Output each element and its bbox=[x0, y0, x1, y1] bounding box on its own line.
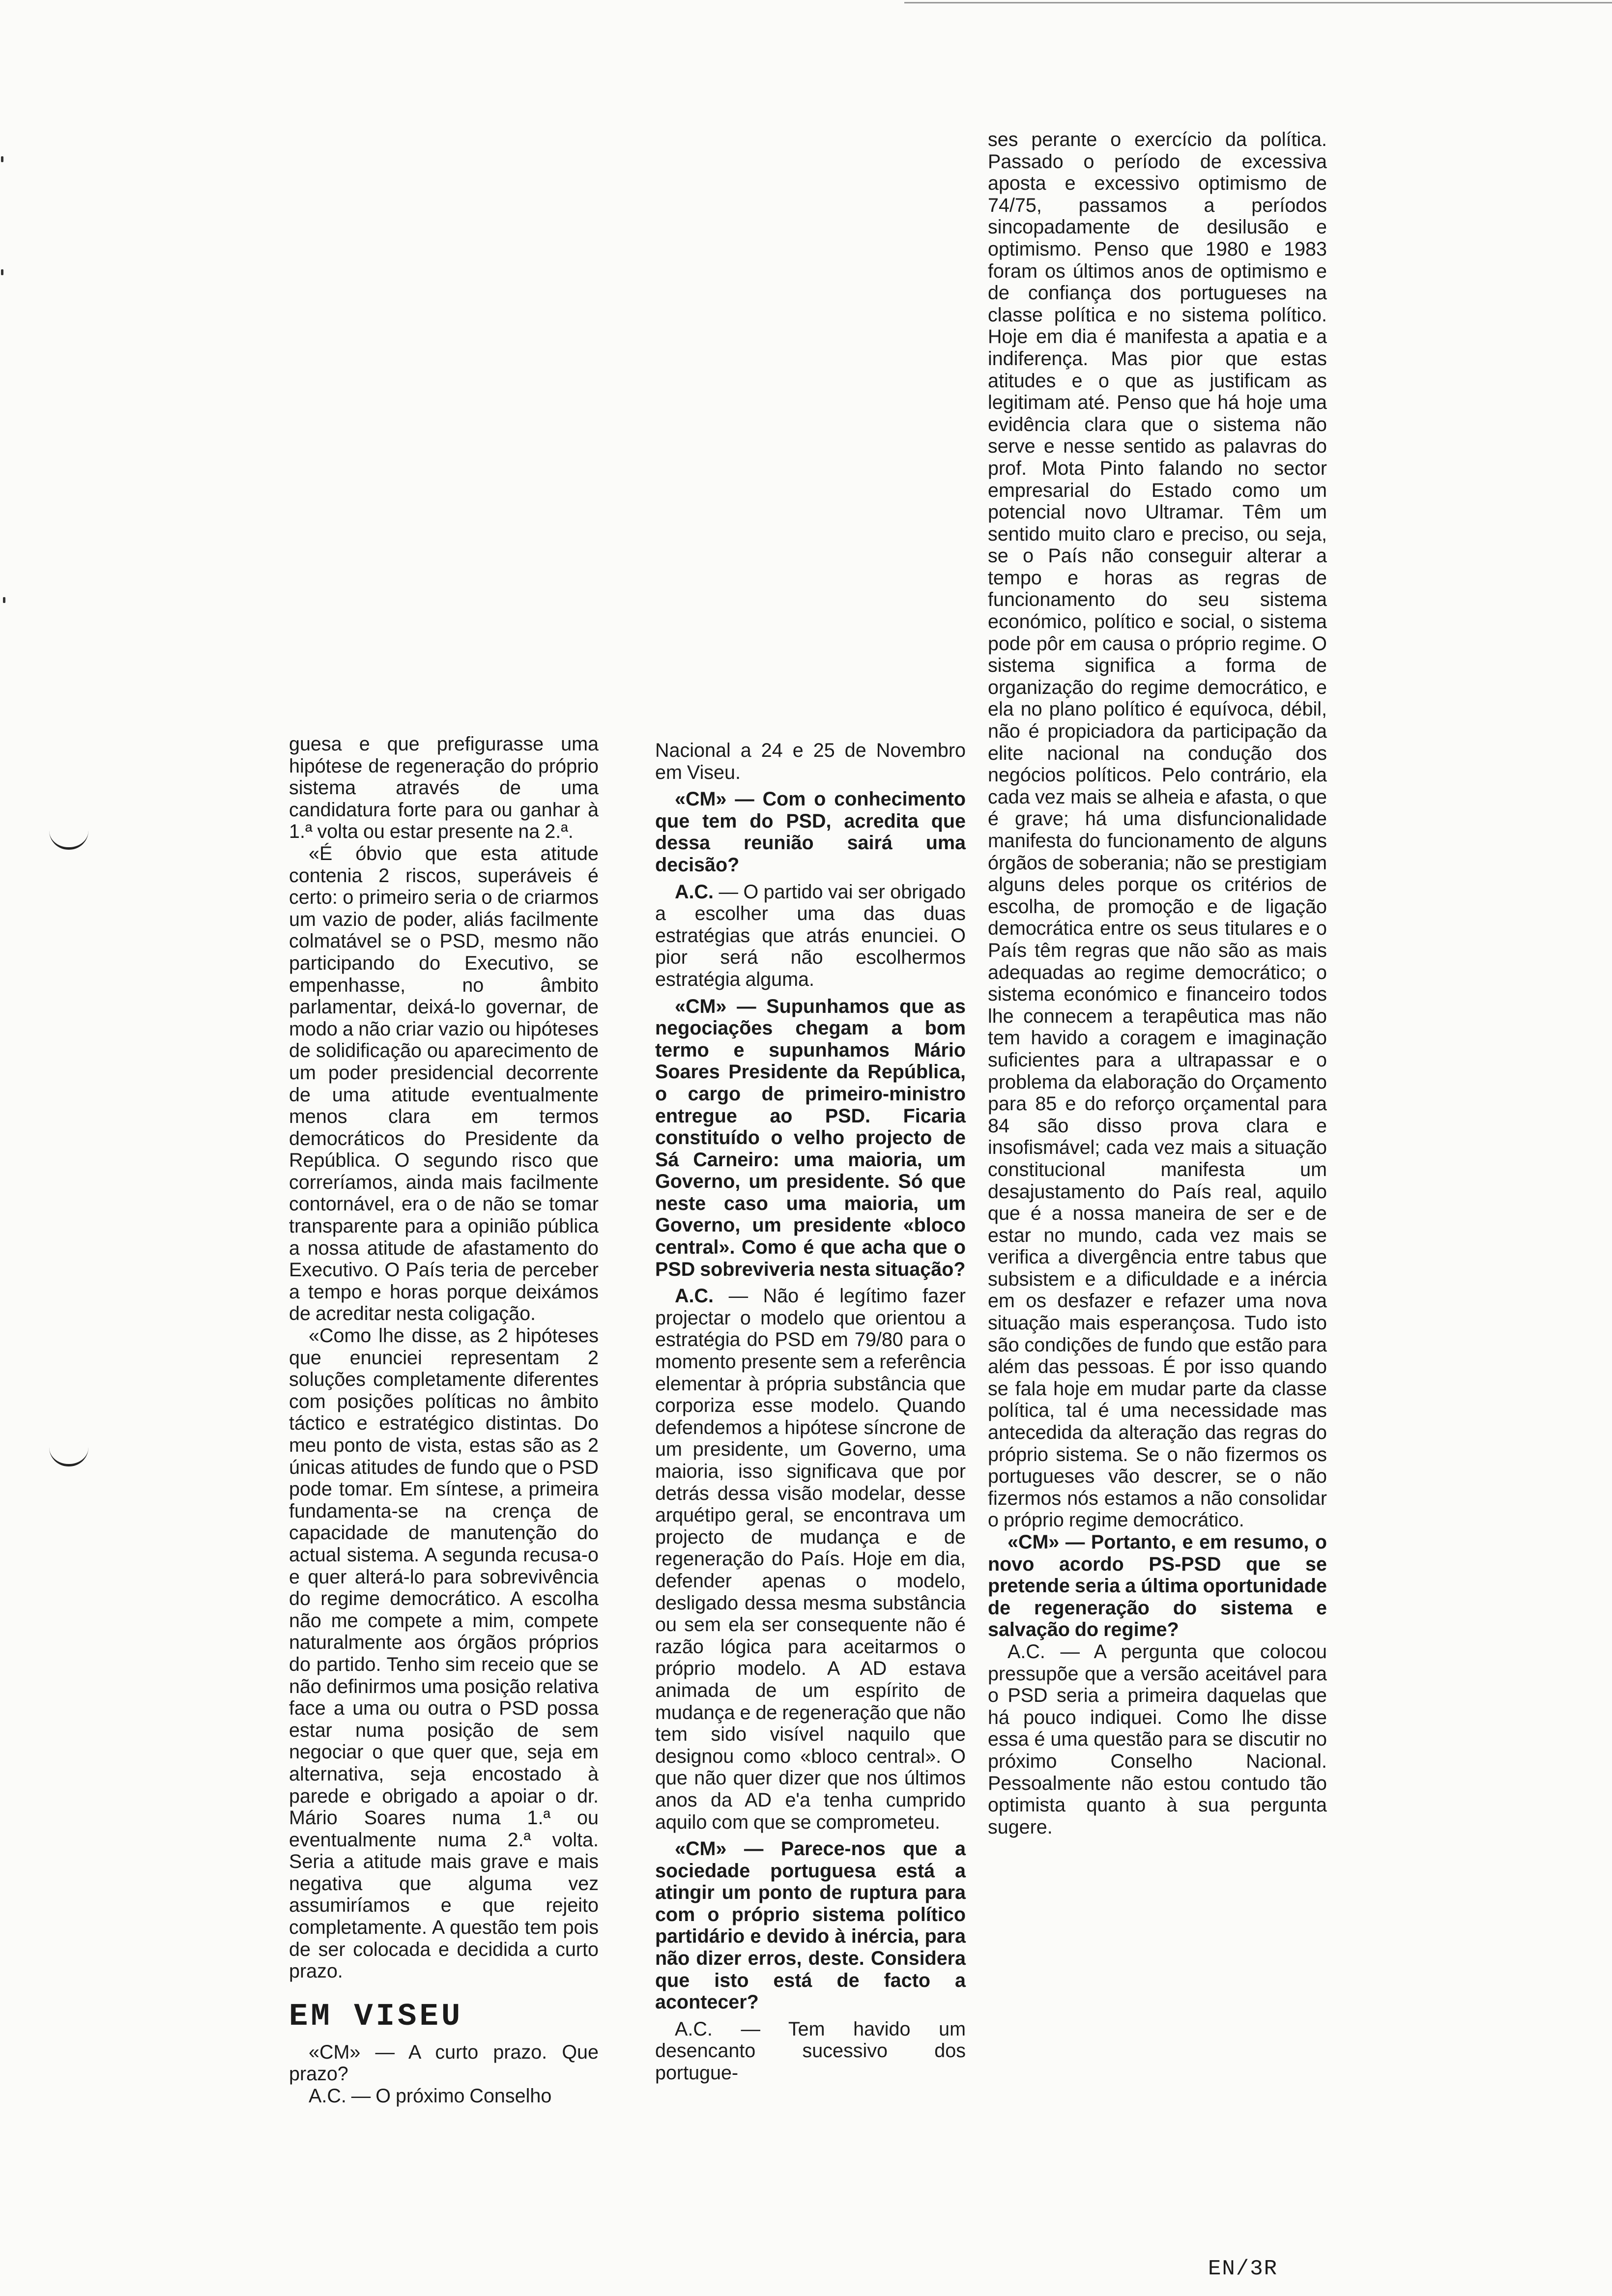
interview-answer: A.C. — O próximo Conselho bbox=[309, 2085, 552, 2107]
interview-question bbox=[655, 1838, 966, 2013]
article-column-3 bbox=[988, 129, 1327, 1838]
interview-answer bbox=[655, 1285, 966, 1833]
interview-question bbox=[988, 1531, 1327, 1641]
scan-artifact-mark bbox=[1, 156, 3, 162]
answer-text: — Não é legítimo fazer projectar o modelo que orientou a estratégia do PSD em 79/80 para o momento presente sem a referência elementar à própria substância que corporiza esse modelo. Quando defendemos a hipótese síncrone de um presidente, um Governo, uma maioria, isso significava que por detrás dessa visão modelar, desse arquétipo geral, se encontrava um projecto de mudança e de regeneração do País. Hoje em dia, defender apenas o modelo, desligado dessa mesma substância ou sem ela ser consequente não é razão lógica para aceitarmos o próprio modelo. A AD estava animada de um espírito de mudança e de regeneração que não tem sido visível naquilo que designou como «bloco central». O que não quer dizer que nos últimos anos da AD e'a tenha cumprido aquilo com que se comprometeu. bbox=[655, 1285, 966, 1833]
speaker-label: A.C. bbox=[675, 881, 714, 903]
paragraph: Nacional a 24 e 25 de Novembro em Viseu. bbox=[655, 740, 966, 783]
scan-artifact-mark bbox=[3, 597, 5, 603]
article-column-1 bbox=[289, 733, 599, 2107]
scan-artifact-mark bbox=[1, 269, 3, 275]
speaker-label: A.C. bbox=[675, 1285, 714, 1307]
section-heading: EM VISEU bbox=[289, 1999, 463, 2035]
interview-answer bbox=[655, 881, 966, 991]
paragraph: ses perante o exercício da política. Passado o período de excessiva aposta e excessivo optimismo de 74/75, passamos a períodos sincopadamente de desilusão e optimismo. Penso que 1980 e 1983 foram os últimos anos de optimismo e de confiança dos portugueses na classe política e no sistema político. Hoje em dia é manifesta a apatia e a indiferença. Mas pior que estas atitudes e o que as justificam as legitimam até. Penso que há hoje uma evidência clara que o sistema não serve e nesse sentido as palavras do prof. Mota Pinto falando no sector empresarial do Estado como um potencial novo Ultramar. Têm um sentido muito claro e preciso, ou seja, se o País não conseguir alterar a tempo e horas as regras de funcionamento do seu sistema económico, político e social, o sistema pode pôr em causa o próprio regime. O sistema significa a forma de organização do regime democrático, e ela no plano político é equívoca, débil, não é propiciadora da participação da elite nacional na condução dos negócios políticos. Pelo contrário, ela cada vez mais se alheia e afasta, o que é grave; há uma disfuncionalidade manifesta do funcionamento de alguns órgãos de soberania; não se prestigiam alguns deles porque os critérios de escolha, de promoção e de ligação democrática entre os seus titulares e o País têm regras que não são as mais adequadas ao regime democrático; o sistema económico e financeiro todos lhe connecem a terapêutica mas não tem havido a coragem e imaginação suficientes para a ultrapassar e o problema da elaboração do Orçamento para 85 e do reforço orçamental para 84 são disso prova clara e insofismável; cada vez mais a situação constitucional manifesta um desajustamento do País real, aquilo que é a nossa maneira de ser e de estar no mundo, cada vez mais se verifica a divergência entre tabus que subsistem e a dificuldade e a inércia em os desfazer e refazer uma nova situação mais esperançosa. Tudo isto são condições de fundo que estão para além das pessoas. É por isso quando se fala hoje em mudar parte da classe política, tal é uma necessidade mas antecedida da alteração das regras do próprio sistema. Se o não fizermos os portugueses vão descrer, se o não fizermos nós estamos a não consolidar o próprio regime democrático. bbox=[988, 129, 1327, 1531]
paragraph: «É óbvio que esta atitude contenia 2 riscos, superáveis é certo: o primeiro seria o de criarmos um vazio de poder, aliás facilmente colmatável se o PSD, mesmo não participando do Executivo, se empenhasse, no âmbito parlamentar, deixá-lo governar, de modo a não criar vazio ou hipóteses de solidificação ou aparecimento de um poder presidencial decorrente de uma atitude eventualmente menos clara em termos democráticos do Presidente da República. O segundo risco que correríamos, ainda mais facilmente contornável, era o de não se tomar transparente para a opinião pública a nossa atitude de afastamento do Executivo. O País teria de perceber a tempo e horas porque deixámos de acreditar nesta coligação. bbox=[289, 842, 599, 1325]
paragraph: «Como lhe disse, as 2 hipóteses que enunciei representam 2 soluções completamente diferentes com posições políticas no âmbito táctico e estratégico distintas. Do meu ponto de vista, estas são as 2 únicas atitudes de fundo que o PSD pode tomar. Em síntese, a primeira fundamenta-se na crença de capacidade de manutenção do actual sistema. A segunda recusa-o e quer alterá-lo para sobrevivência do regime democrático. A escolha não me compete a mim, compete naturalmente aos órgãos próprios do partido. Tenho sim receio que se não definirmos uma posição relativa face a uma ou outra o PSD possa estar numa posição de sem negociar o que quer que, seja em alternativa, seja encostado à parede e obrigado a apoiar o dr. Mário Soares numa 1.ª ou eventualmente numa 2.ª volta. Seria a atitude mais grave e mais negativa que alguma vez assumiríamos e que rejeito completamente. A questão tem pois de ser colocada e decidida a curto prazo. bbox=[289, 1325, 599, 1982]
interview-answer: A.C. — Tem havido um desencanto sucessivo dos portugue- bbox=[655, 2018, 966, 2084]
interview-question bbox=[655, 788, 966, 876]
question-text: «CM» — Portanto, e em resumo, o novo acordo PS-PSD que se pretende seria a última oportunidade de regeneração do sistema e salvação do regime? bbox=[988, 1531, 1327, 1641]
scan-hole-mark bbox=[49, 831, 88, 850]
interview-question bbox=[655, 996, 966, 1281]
interview-answer: A.C. — A pergunta que colocou pressupõe que a versão aceitável para o PSD seria a primeira daquelas que há pouco indiquei. Como lhe disse essa é uma questão para se discutir no próximo Conselho Nacional. Pessoalmente não estou contudo tão optimista quanto à sua pergunta sugere. bbox=[988, 1640, 1327, 1838]
question-text: «CM» — Com o conhecimento que tem do PSD, acredita que dessa reunião sairá uma decisão? bbox=[655, 788, 966, 876]
question-text: «CM» — Parece-nos que a sociedade portuguesa está a atingir um ponto de ruptura para com o próprio sistema político partidário e devido à inércia, para não dizer erros, deste. Considera que isto está de facto a acontecer? bbox=[655, 1838, 966, 2013]
question-text: «CM» — Supunhamos que as negociações chegam a bom termo e supunhamos Mário Soares Presidente da República, o cargo de primeiro-ministro entregue ao PSD. Ficaria constituído o velho projecto de Sá Carneiro: uma maioria, um Governo, um presidente. Só que neste caso uma maioria, um Governo, um presidente «bloco central». Como é que acha que o PSD sobreviveria nesta situação? bbox=[655, 995, 966, 1280]
article-column-2 bbox=[655, 740, 966, 2084]
page-number: EN/3R bbox=[1208, 2257, 1278, 2281]
scan-hole-mark bbox=[49, 1447, 88, 1466]
paragraph: guesa e que prefigurasse uma hipótese de regeneração do próprio sistema através de uma candidatura forte para ou ganhar à 1.ª volta ou estar presente na 2.ª. bbox=[289, 733, 599, 843]
interview-question: «CM» — A curto prazo. Que prazo? bbox=[289, 2041, 599, 2085]
scan-edge-line bbox=[904, 2, 1612, 3]
answer-text: — O partido vai ser obrigado a escolher uma das duas estratégias que atrás enunciei. O pior será não escolhermos estratégia alguma. bbox=[655, 881, 966, 990]
